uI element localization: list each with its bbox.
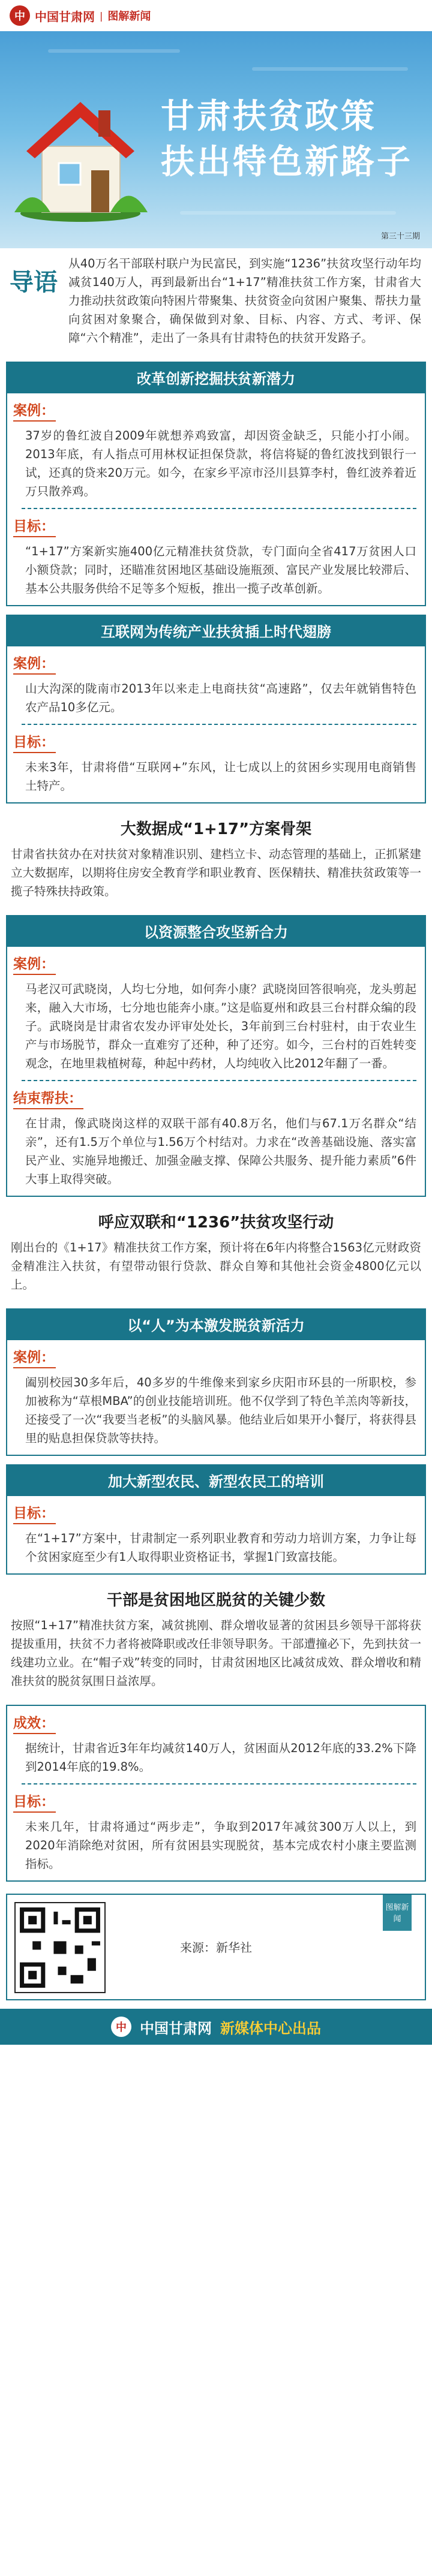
intro-label-icon	[10, 257, 58, 303]
block-text: 马老汉可武晓岗，人均七分地，如何奔小康？武晓岗回答很响亮，龙头剪起来，融入大市场，七分地也能奔小康。”这是临夏州和政县三台村群众编的段子。武晓岗是甘肃省农发办评审处处长，3年前到三台村驻村，由于农业生产与市场脱节，群众一直难穷了还种，种了还穷。如今，三台村的百姓转变观念，在地里栽植树莓，种起中药材，人均纯收入比2012年翻了一番。	[25, 982, 416, 1070]
block-text: 在“1+17”方案中，甘肃制定一系列职业教育和劳动力培训方案，力争让每个贫困家庭至少有1人取得职业资格证书，掌握1门致富技能。	[25, 1531, 416, 1564]
plain-title: 呼应双联和“1236”扶贫攻坚行动	[98, 1214, 334, 1232]
intro-text: 从40万名干部联村联户为民富民，到实施“1236”扶贫攻坚行动年均减贫140万人，再到最新出台“1+17”精准扶贫工作方案，甘肃省大力推动扶贫政策向特困片带聚集、扶贫资金向贫困户聚集、帮扶力量向贫困对象聚合，确保做到对象、目标、内容、方式、考评、保障“六个精准”，走出了一条具有甘肃特色的扶贫开发路子。	[68, 257, 421, 345]
block-text: 未来几年，甘肃将通过“两步走”，争取到2017年减贫300万人以上，到2020年消除绝对贫困，所有贫困县实现脱贫，基本完成农村小康主要监测指标。	[25, 1820, 416, 1871]
title-banner	[0, 31, 432, 248]
block-tag: 目标：	[13, 725, 56, 753]
ribbon-badge: 图解新闻	[383, 1895, 412, 1931]
header-separator: |	[100, 10, 103, 22]
plain-text: 甘肃省扶贫办在对扶贫对象精准识别、建档立卡、动态管理的基础上，正抓紧建立大数据库，以期将住房安全教育学和职业教育、医保精扶、精准扶贫政策等一揽子特殊扶持政策。	[11, 847, 421, 898]
block-tag: 成效：	[13, 1706, 56, 1734]
block-tag: 案例：	[13, 646, 56, 675]
banner-streak	[48, 49, 180, 53]
source-text: 来源：新华社	[180, 1940, 252, 1955]
banner-title	[161, 94, 413, 185]
bottom-banner	[0, 2009, 432, 2045]
section-people	[6, 1308, 426, 1456]
section-title: 加大新型农民、新型农民工的培训	[6, 1464, 426, 1496]
block-tag: 目标：	[13, 509, 56, 537]
section-internet	[6, 615, 426, 804]
block-tag: 案例：	[13, 393, 56, 422]
bottom-site-name[interactable]: 中国甘肃网	[140, 2019, 212, 2037]
site-header	[0, 0, 432, 31]
section-title: 以“人”为本激发脱贫新活力	[6, 1308, 426, 1340]
site-name[interactable]: 中国甘肃网	[35, 9, 95, 24]
banner-title-line1: 甘肃扶贫政策	[161, 97, 377, 135]
banner-streak	[252, 67, 408, 71]
section-resources	[6, 915, 426, 1197]
block-tag: 结束帮扶：	[13, 1081, 83, 1109]
banner-streak	[180, 211, 396, 215]
bottom-logo[interactable]: 中	[111, 2017, 131, 2037]
section-title: 互联网为传统产业扶贫插上时代翅膀	[6, 615, 426, 646]
house-icon	[8, 80, 152, 224]
site-logo[interactable]: 中	[10, 5, 30, 26]
block-text: 据统计，甘肃省近3年年均减贫140万人，贫困面从2012年底的33.2%下降到2014年底的19.8%。	[25, 1741, 416, 1774]
bottom-credit: 新媒体中心出品	[220, 2019, 321, 2037]
intro-label: 导语	[10, 269, 58, 296]
plain-title: 干部是贫困地区脱贫的关键少数	[106, 1591, 325, 1609]
divider	[22, 724, 416, 725]
plain-title: 大数据成“1+17”方案骨架	[120, 820, 312, 838]
section-title: 改革创新挖掘扶贫新潜力	[6, 362, 426, 393]
block-text: 未来3年，甘肃将借“互联网+”东风，让七成以上的贫困乡实现用电商销售土特产。	[25, 760, 416, 793]
block-tag: 目标：	[13, 1496, 56, 1524]
banner-title-line2: 扶出特色新路子	[161, 143, 413, 180]
footer-box	[6, 1894, 426, 2000]
block-text: 在甘肃，像武晓岗这样的双联干部有40.8万名，他们与67.1万名群众“结亲”，还有1.5万个单位与1.56万个村结对。力求在“改善基础设施、落实富民产业、实施异地搬迁、加强金融支撑、保障公共服务、提升能力素质”6件大事上取得突破。	[25, 1117, 416, 1186]
divider	[22, 1783, 416, 1784]
plain-text: 按照“1+17”精准扶贫方案，减贫挑刚、群众增收显著的贫困县乡领导干部将获提拔重用，扶贫不力者将被降职或改任非领导职务。干部遭撞必下，先到扶贫一线建功立业。在“帽子戏”转变的同时，甘肃贫困地区比减贫成效、群众增收和精准扶贫的脱贫氛围日益浓厚。	[11, 1618, 421, 1688]
block-text: 阖别校园30多年后，40多岁的牛维像来到家乡庆阳市环县的一所职校，参加被称为“草根MBA”的创业技能培训班。他不仅学到了特色羊羔肉等新技，还接受了一次“我要当老板”的头脑风暴。他结业后如果开小餐厅，将获得县里的贴息担保贷款等扶持。	[25, 1376, 416, 1445]
block-text: 山大沟深的陇南市2013年以来走上电商扶贫“高速路”，仅去年就销售特色农产品10多亿元。	[25, 682, 416, 714]
channel-name[interactable]: 图解新闻	[107, 10, 151, 23]
section-reform	[6, 362, 426, 606]
issue-number: 第三十三期	[380, 232, 420, 241]
block-text: 37岁的鲁红波自2009年就想养鸡致富，却因资金缺乏，只能小打小闹。2013年底，有人指点可用林权证担保贷款，将信将疑的鲁红波找到银行一试，还真的贷来20万元。如今，在家乡平凉市泾川县算李村，鲁红波养着近万只散养鸡。	[25, 429, 416, 498]
intro-block	[0, 248, 432, 353]
block-text: “1+17”方案新实施400亿元精准扶贫贷款，专门面向全省417万贫困人口小额贷款；同时，还瞄准贫困地区基础设施瓶颈、富民产业发展比较滞后、基本公共服务供给不足等多个短板，推出一揽子改革创新。	[25, 544, 416, 595]
section-results	[6, 1705, 426, 1882]
block-tag: 案例：	[13, 947, 56, 975]
block-tag: 案例：	[13, 1340, 56, 1368]
section-training	[6, 1464, 426, 1575]
block-tag: 目标：	[13, 1784, 56, 1813]
divider	[22, 508, 416, 509]
section-title: 以资源整合攻坚新合力	[6, 915, 426, 947]
plain-text: 刚出台的《1+17》精准扶贫工作方案，预计将在6年内将整合1563亿元财政资金精准注入扶贫，有望带动银行贷款、群众自筹和其他社会资金4800亿元以上。	[11, 1241, 421, 1292]
